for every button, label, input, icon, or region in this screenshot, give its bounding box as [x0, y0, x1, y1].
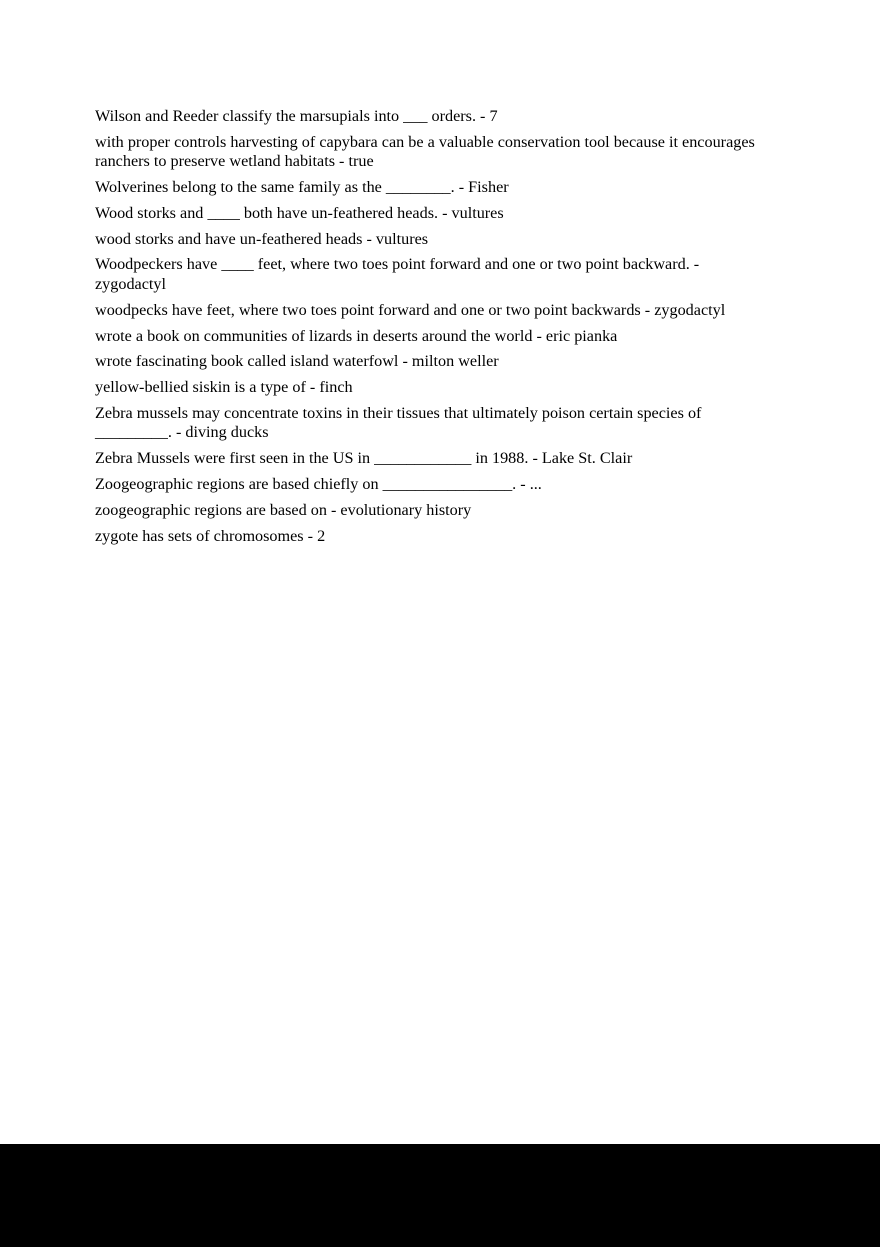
flashcard-entry: wrote fascinating book called island waterfowl - milton weller: [95, 352, 499, 371]
flashcard-entry: Zoogeographic regions are based chiefly on ________________. - ...: [95, 475, 542, 494]
flashcard-entry: Woodpeckers have ____ feet, where two toes point forward and one or two point backward. - zygodactyl: [95, 255, 700, 293]
flashcard-entry: Wilson and Reeder classify the marsupials into ___ orders. - 7: [95, 107, 498, 125]
flashcard-entry: with proper controls harvesting of capybara can be a valuable conservation tool because it encourages ranchers to preserve wetland habitats - true: [95, 132, 755, 171]
flashcard-entry: Zebra Mussels were first seen in the US in ____________ in 1988. - Lake St. Clair: [95, 449, 633, 468]
flashcard-entry: Wolverines belong to the same family as the ________. - Fisher: [95, 178, 509, 197]
flashcard-entry: Wood storks and ____ both have un-feathered heads. - vultures: [95, 203, 504, 222]
bottom-black-band: [0, 1144, 880, 1247]
flashcard-entry: Zebra mussels may concentrate toxins in their tissues that ultimately poison certain species of _________. - diving ducks: [95, 403, 702, 442]
flashcard-entry: zygote has sets of chromosomes - 2: [95, 526, 326, 545]
flashcard-entry: woodpecks have feet, where two toes point forward and one or two point backwards - zygodactyl: [95, 300, 726, 319]
flashcard-entry: zoogeographic regions are based on - evolutionary history: [95, 500, 472, 519]
flashcard-list: [95, 107, 755, 552]
flashcard-entry: wood storks and have un-feathered heads - vultures: [95, 229, 429, 248]
flashcard-entry: wrote a book on communities of lizards in deserts around the world - eric pianka: [95, 326, 618, 345]
flashcard-entry: yellow-bellied siskin is a type of - finch: [95, 378, 353, 397]
